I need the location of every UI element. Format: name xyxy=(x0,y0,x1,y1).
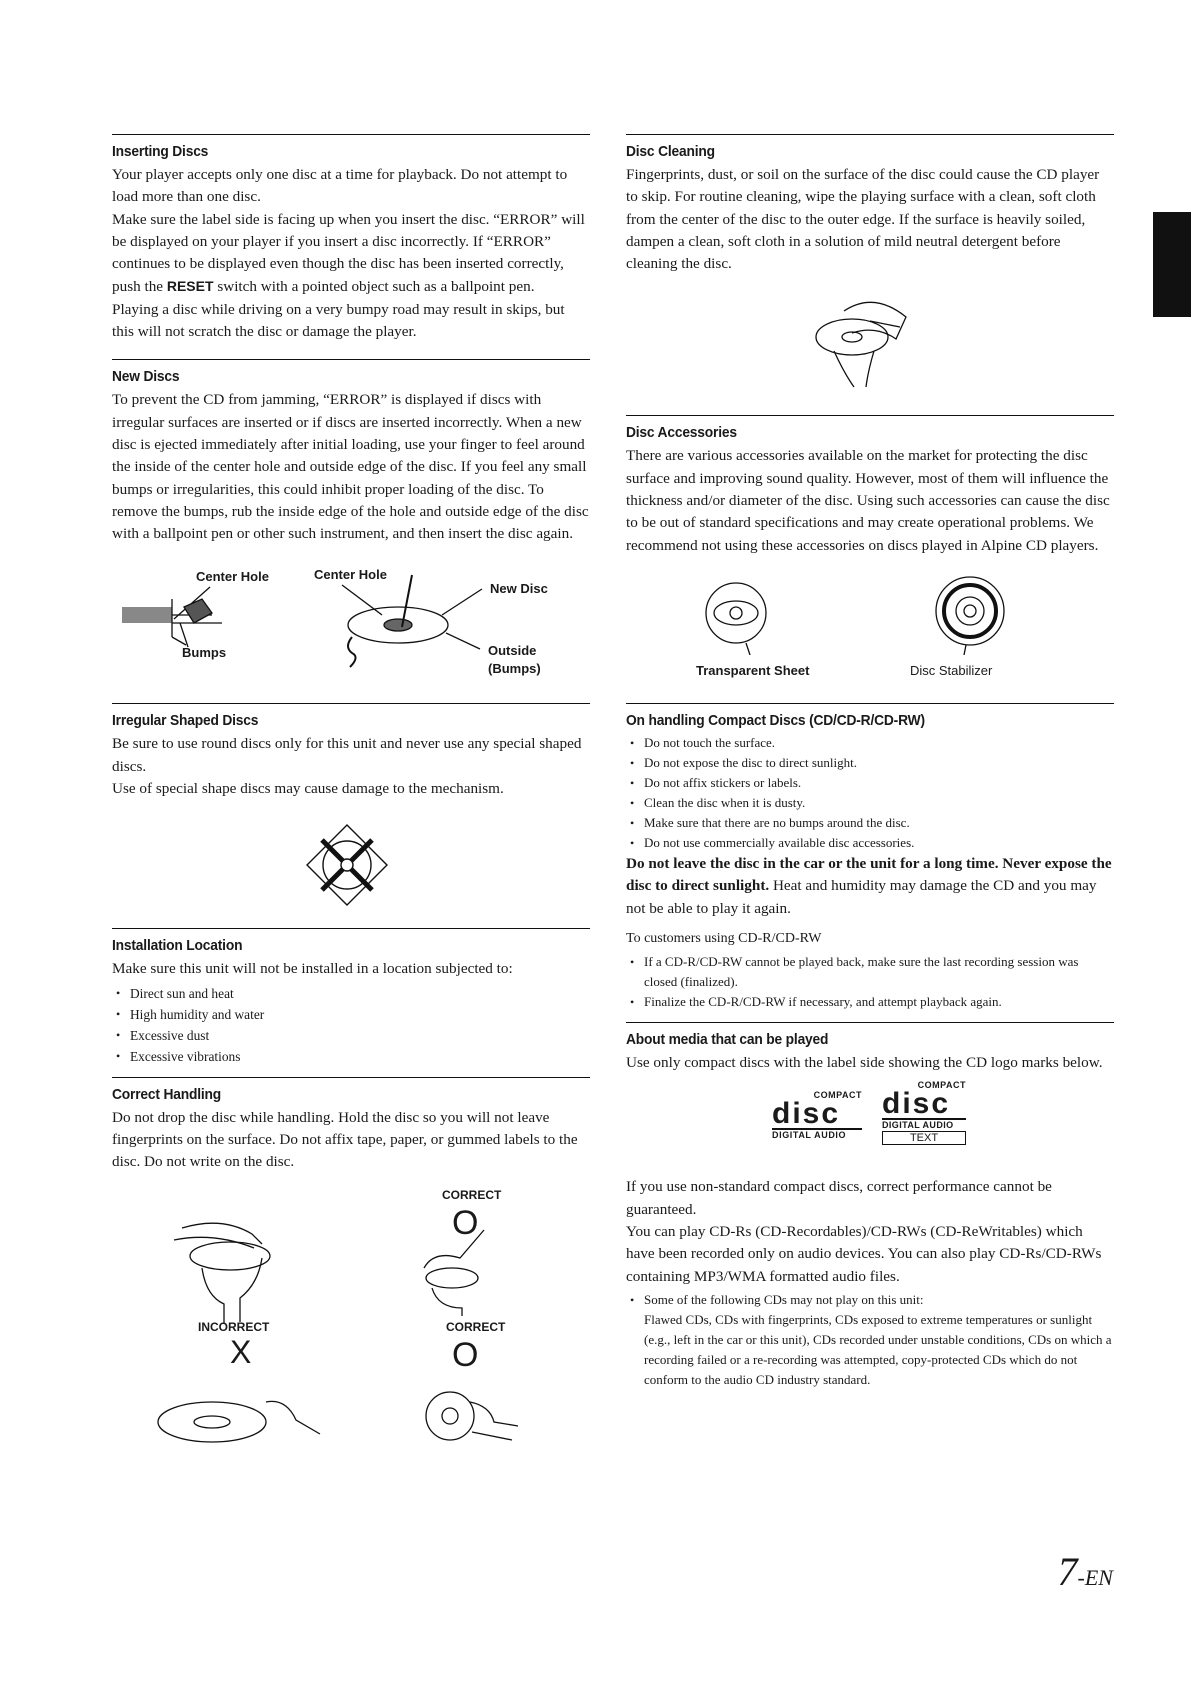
list-item: • Do not use commercially available disc accessories. xyxy=(626,833,1114,853)
list-item: • Finalize the CD-R/CD-RW if necessary, and attempt playback again. xyxy=(626,992,1114,1012)
correct-label: CORRECT xyxy=(442,1187,502,1202)
irregular-disc-figure xyxy=(112,812,590,922)
paragraph: Make sure this unit will not be installed in a location subjected to: xyxy=(112,960,513,978)
cleaning-figure xyxy=(626,285,1114,401)
accessories-figure xyxy=(626,567,1114,695)
section-title: Correct Handling xyxy=(112,1085,222,1103)
paragraph: Make sure the label side is facing up when you insert the disc. “ERROR” will be displayed on your player if you insert a disc incorrectly. If “ERROR” continues to be displayed even though the disc has been inserted correctly, push the RESET switch with a pointed object such as a ballpoint pen. xyxy=(112,210,585,296)
section-tab-marker xyxy=(1153,212,1191,317)
section-title: Disc Cleaning xyxy=(626,143,715,160)
ok-mark: O xyxy=(452,1335,479,1374)
section-rule xyxy=(112,928,590,929)
list-item: • Do not affix stickers or labels. xyxy=(626,773,1114,793)
warning-paragraph: Do not leave the disc in the car or the unit for a long time. Never expose the disc to direct sunlight. Heat and humidity may damage the CD and you may not be able to play it again. xyxy=(626,854,1112,917)
section-inserting-discs xyxy=(112,134,590,343)
paragraph: To prevent the CD from jamming, “ERROR” is displayed if discs with irregular surfaces are inserted or if discs are inserted incorrectly. When a new disc is ejected immediately after initial loading, use your finger to feel around the inside of the center hole and outside edge of the disc. If you feel any small bumps or irregularities, this could inhibit proper loading of the disc. To remove the bumps, rub the inside edge of the hole and outside edge of the disc with a ballpoint pen or other such instrument, and then insert the disc again. xyxy=(112,391,589,543)
ng-mark: X xyxy=(230,1333,252,1370)
section-title: About media that can be played xyxy=(626,1031,829,1049)
compact-disc-text-logo: COMPACT disc DIGITAL AUDIO TEXT xyxy=(882,1080,966,1145)
section-title: Inserting Discs xyxy=(112,143,209,160)
cdr-heading: To customers using CD-R/CD-RW xyxy=(626,930,822,946)
section-rule xyxy=(112,703,590,704)
section-rule xyxy=(112,134,590,135)
page-number: 7-EN xyxy=(1057,1549,1113,1594)
section-rule xyxy=(626,1022,1114,1023)
cdr-list xyxy=(626,952,1114,1012)
paragraph: Be sure to use round discs only for this unit and never use any special shaped discs. xyxy=(112,735,582,775)
section-rule xyxy=(626,703,1114,704)
section-new-discs xyxy=(112,359,590,685)
section-rule xyxy=(112,359,590,360)
list-item: • High humidity and water xyxy=(112,1004,590,1025)
paragraph: Your player accepts only one disc at a time for playback. Do not attempt to load more than one disc. xyxy=(112,166,568,206)
section-rule xyxy=(626,415,1114,416)
new-disc-figure xyxy=(112,567,590,685)
compact-disc-logo: COMPACT disc DIGITAL AUDIO xyxy=(772,1090,862,1141)
section-title: Installation Location xyxy=(112,937,243,955)
section-installation xyxy=(112,928,590,1066)
incorrect-label: INCORRECT xyxy=(198,1319,270,1334)
handling-list xyxy=(626,733,1114,853)
right-column xyxy=(626,134,1114,1390)
transparent-sheet-icon xyxy=(692,579,788,655)
section-title: New Discs xyxy=(112,368,180,386)
list-item: • Clean the disc when it is dusty. xyxy=(626,793,1114,813)
handling-illustration xyxy=(112,1188,590,1460)
section-rule xyxy=(626,134,1114,135)
paragraph: Use only compact discs with the label side showing the CD logo marks below. xyxy=(626,1054,1103,1072)
list-item: • Make sure that there are no bumps around the disc. xyxy=(626,813,1114,833)
cd-logos xyxy=(626,1080,1114,1164)
section-media xyxy=(626,1022,1114,1390)
section-on-handling xyxy=(626,703,1114,1012)
section-rule xyxy=(112,1077,590,1078)
paragraph: If you use non-standard compact discs, correct performance cannot be guaranteed. xyxy=(626,1178,1052,1218)
list-item: • Direct sun and heat xyxy=(112,983,590,1004)
paragraph: Do not drop the disc while handling. Hold the disc so you will not leave fingerprints on the surface. Do not affix tape, paper, or gummed labels to the disc. Do not write on the disc. xyxy=(112,1108,578,1171)
center-hole-label: Center Hole xyxy=(196,569,269,585)
list-item: • If a CD-R/CD-RW cannot be played back, make sure the last recording session was closed (finalized). xyxy=(626,952,1114,992)
handling-figure xyxy=(112,1188,590,1460)
new-disc-illustration xyxy=(112,567,590,685)
section-title: Disc Accessories xyxy=(626,424,737,442)
ok-mark: O xyxy=(452,1203,479,1242)
paragraph: There are various accessories available on the market for protecting the disc surface and improving sound quality. However, most of them will influence the thickness and/or diameter of the disc. Using such accessories can cause the disc to be out of standard specifications and may create operational problems. We recommend not using these accessories on discs played in Alpine CD players. xyxy=(626,447,1110,554)
cleaning-illustration xyxy=(804,291,924,391)
reset-label: RESET xyxy=(166,278,214,295)
outside-bumps-label: (Bumps) xyxy=(488,661,541,677)
paragraph: Use of special shape discs may cause damage to the mechanism. xyxy=(112,780,504,798)
list-item: • Excessive vibrations xyxy=(112,1046,590,1067)
transparent-sheet-label: Transparent Sheet xyxy=(696,662,810,678)
list-item: • Do not expose the disc to direct sunlight. xyxy=(626,753,1114,773)
outside-label: Outside xyxy=(488,643,537,659)
disc-stabilizer-label: Disc Stabilizer xyxy=(910,662,993,678)
section-irregular-discs xyxy=(112,703,590,922)
correct-label: CORRECT xyxy=(446,1319,506,1334)
new-disc-label: New Disc xyxy=(490,581,548,597)
section-correct-handling xyxy=(112,1077,590,1460)
section-title: On handling Compact Discs (CD/CD-R/CD-RW) xyxy=(626,711,925,729)
section-disc-cleaning xyxy=(626,134,1114,401)
paragraph: Playing a disc while driving on a very bumpy road may result in skips, but this will not scratch the disc or damage the player. xyxy=(112,300,565,341)
list-item: • Some of the following CDs may not play on this unit: Flawed CDs, CDs with fingerprints, CDs exposed to extreme temperatures or sunlight (e.g., left in the car or this unit), CDs recorded under unstable conditions, CDs on which a recording failed or a re-recording was attempted, copy-protected CDs which do not conform to the audio CD industry standard. xyxy=(626,1290,1114,1390)
paragraph: Fingerprints, dust, or soil on the surface of the disc could cause the CD player to skip. For routine cleaning, wipe the playing surface with a clean, soft cloth from the center of the disc to the outer edge. If the surface is heavily soiled, dampen a clean, soft cloth in a solution of mild neutral detergent before cleaning the disc. xyxy=(626,166,1100,273)
disc-stabilizer-icon xyxy=(926,573,1016,655)
media-note-list xyxy=(626,1290,1114,1390)
paragraph: You can play CD-Rs (CD-Recordables)/CD-RWs (CD-ReWritables) which have been recorded only on audio devices. You can also play CD-Rs/CD-RWs containing MP3/WMA formatted audio files. xyxy=(626,1223,1102,1285)
bumps-label: Bumps xyxy=(182,645,227,661)
section-disc-accessories xyxy=(626,415,1114,694)
left-column xyxy=(112,134,590,1460)
installation-list xyxy=(112,983,590,1067)
section-title: Irregular Shaped Discs xyxy=(112,712,259,730)
center-hole-label: Center Hole xyxy=(314,567,387,583)
prohibited-shape-icon xyxy=(302,820,392,910)
list-item: • Do not touch the surface. xyxy=(626,733,1114,753)
list-item: • Excessive dust xyxy=(112,1025,590,1046)
